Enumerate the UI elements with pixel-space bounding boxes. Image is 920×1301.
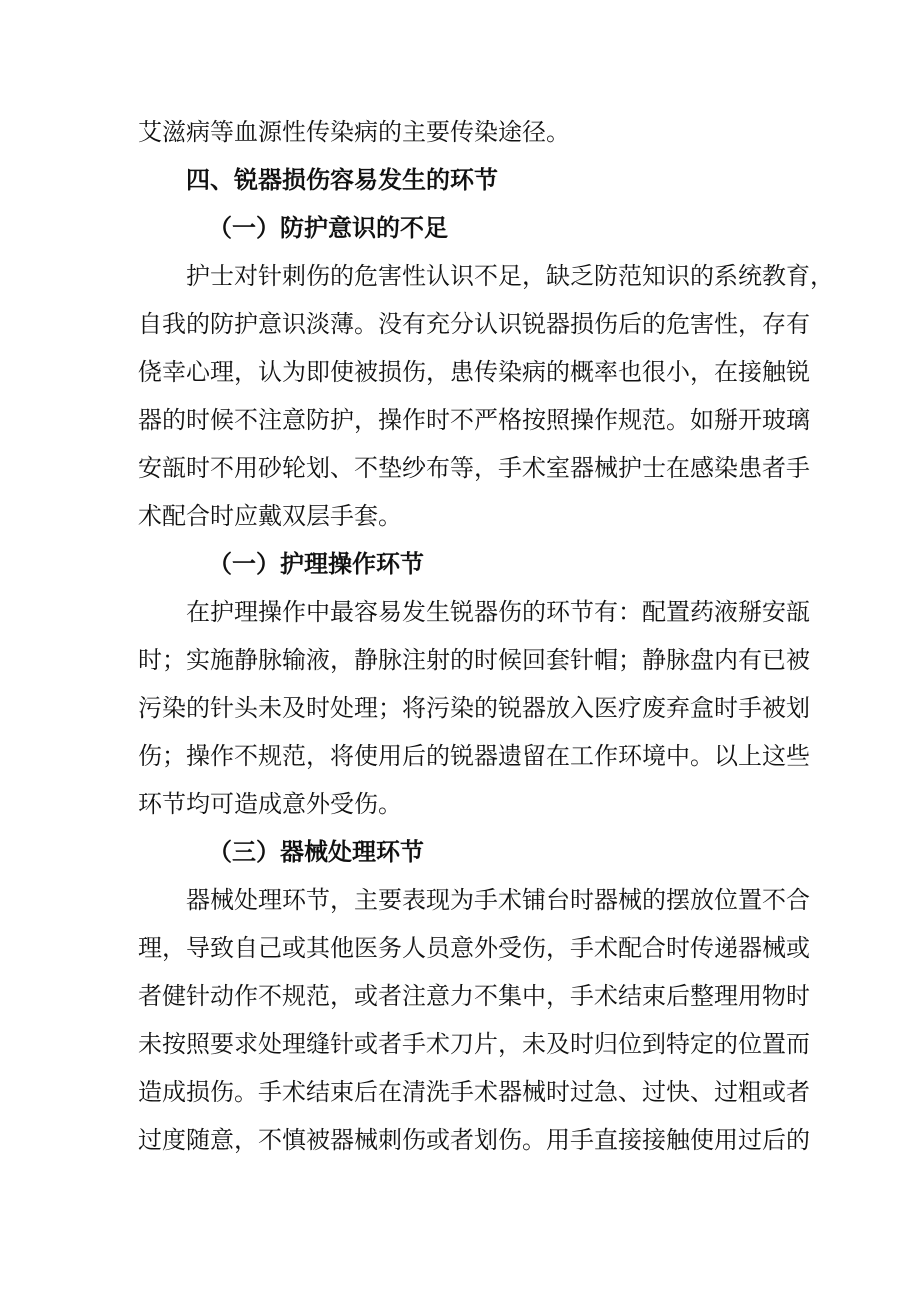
paragraph-line: 环节均可造成意外受伤。 bbox=[138, 790, 402, 818]
subsection-heading: （一）防护意识的不足 bbox=[208, 214, 448, 242]
paragraph-line: 侥幸心理，认为即使被损伤，患传染病的概率也很小，在接触锐 bbox=[138, 358, 810, 386]
paragraph-line: 护士对针刺伤的危害性认识不足，缺乏防范知识的系统教育， bbox=[186, 262, 834, 290]
paragraph-line: 术配合时应戴双层手套。 bbox=[138, 502, 402, 530]
subsection-heading: （三）器械处理环节 bbox=[208, 838, 424, 866]
paragraph-line: 过度随意，不慎被器械刺伤或者划伤。用手直接接触使用过后的 bbox=[138, 1126, 810, 1154]
paragraph-line: 未按照要求处理缝针或者手术刀片，未及时归位到特定的位置而 bbox=[138, 1030, 810, 1058]
subsection-heading: （一）护理操作环节 bbox=[208, 550, 424, 578]
paragraph-line: 伤；操作不规范，将使用后的锐器遗留在工作环境中。以上这些 bbox=[138, 742, 810, 770]
paragraph-line: 污染的针头未及时处理；将污染的锐器放入医疗废弃盒时手被划 bbox=[138, 694, 810, 722]
paragraph-line: 安瓿时不用砂轮划、不垫纱布等，手术室器械护士在感染患者手 bbox=[138, 454, 810, 482]
paragraph-line: 自我的防护意识淡薄。没有充分认识锐器损伤后的危害性，存有 bbox=[138, 310, 810, 338]
paragraph-line: 在护理操作中最容易发生锐器伤的环节有：配置药液掰安瓿 bbox=[186, 598, 810, 626]
paragraph-line: 者健针动作不规范，或者注意力不集中，手术结束后整理用物时 bbox=[138, 982, 810, 1010]
paragraph-line: 艾滋病等血源性传染病的主要传染途径。 bbox=[138, 118, 570, 146]
paragraph-line: 理，导致自己或其他医务人员意外受伤，手术配合时传递器械或 bbox=[138, 934, 810, 962]
paragraph-line: 时；实施静脉输液，静脉注射的时候回套针帽；静脉盘内有已被 bbox=[138, 646, 810, 674]
paragraph-line: 器的时候不注意防护，操作时不严格按照操作规范。如掰开玻璃 bbox=[138, 406, 810, 434]
section-heading: 四、锐器损伤容易发生的环节 bbox=[186, 166, 498, 194]
paragraph-line: 造成损伤。手术结束后在清洗手术器械时过急、过快、过粗或者 bbox=[138, 1078, 810, 1106]
paragraph-line: 器械处理环节，主要表现为手术铺台时器械的摆放位置不合 bbox=[186, 886, 810, 914]
